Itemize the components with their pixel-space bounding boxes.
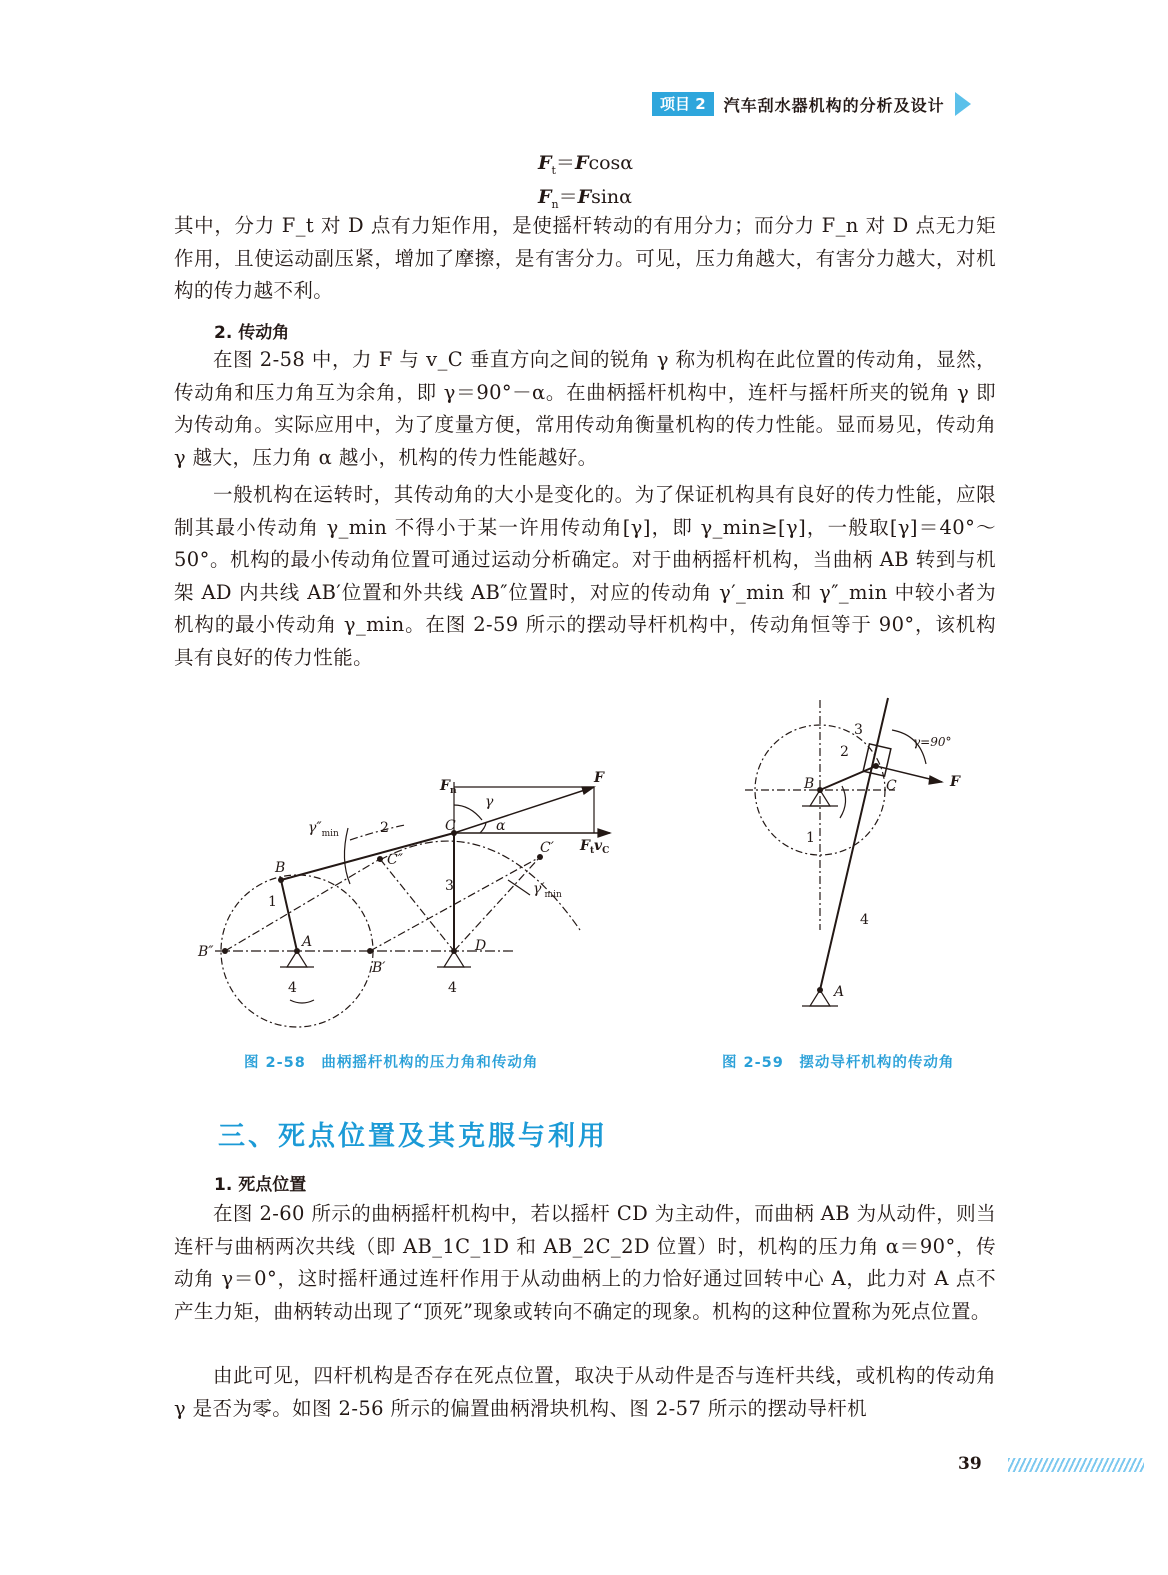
label-B: B	[804, 776, 815, 792]
label-Ft: $F_t$	[580, 838, 595, 856]
caption-figure-2-58: 图 2-58 曲柄摇杆机构的压力角和传动角	[244, 1055, 539, 1071]
heading-transmission-angle: 2. 传动角	[214, 323, 290, 343]
label-frame-4a: 4	[288, 980, 297, 996]
running-header	[652, 92, 971, 116]
label-link-2: 2	[840, 744, 849, 760]
label-link-2: 2	[380, 820, 389, 836]
crank-AB	[281, 880, 297, 951]
label-Fn: $F_n$	[440, 778, 457, 796]
label-link-3: 3	[854, 722, 863, 738]
page-number: 39	[958, 1454, 982, 1474]
rocker-arc	[350, 825, 405, 840]
label-B-prime: B′	[372, 960, 386, 976]
formula-fn: $F_n=Fsin\alpha$	[538, 186, 633, 211]
label-frame-4b: 4	[448, 980, 457, 996]
force-F	[454, 787, 594, 833]
label-A: A	[302, 934, 313, 950]
paragraph-dead-point-condition: 由此可见，四杆机构是否存在死点位置，取决于从动件是否与连杆共线，或机构的传动角 γ 是否为零。如图 2-56 所示的偏置曲柄滑块机构、图 2-57 所示的摆动导杆机	[174, 1364, 996, 1420]
figure-2-58-crank-rocker	[190, 760, 640, 1040]
section-title-dead-point: 三、死点位置及其克服与利用	[218, 1121, 608, 1152]
label-vc: $v_C$	[594, 838, 610, 856]
label-link-4: 4	[860, 912, 869, 928]
label-C-prime: C′	[540, 840, 554, 856]
label-A: A	[834, 984, 845, 1000]
heading-dead-point: 1. 死点位置	[214, 1175, 307, 1195]
label-B-double-prime: B″	[198, 944, 214, 960]
paragraph-transmission-angle: 在图 2-58 中，力 F 与 v_C 垂直方向之间的锐角 γ 称为机构在此位置的传动角，显然，传动角和压力角互为余角，即 γ＝90°－α。在曲柄摇杆机构中，连杆与摇杆所夹的锐角 γ 即为传动角。实际应用中，为了度量方便，常用传动角衡量机构的传力性能。显而易见，传动角 γ 越大，压力角 α 越小，机构的传力性能越好。	[174, 348, 996, 469]
label-link-1: 1	[806, 830, 815, 846]
project-tag: 项目 2	[652, 92, 714, 116]
label-link-3: 3	[445, 878, 454, 894]
label-C: C	[886, 778, 897, 794]
label-gamma-min-prime: $\gamma'_{min}$	[533, 881, 562, 900]
label-D: D	[475, 938, 487, 954]
page-stripes-decoration	[1008, 1458, 1144, 1472]
label-gamma: γ	[485, 794, 494, 810]
label-alpha: α	[496, 818, 506, 834]
label-link-1: 1	[268, 894, 277, 910]
coupler-BC	[281, 833, 454, 880]
formula-ft: $F_t=Fcos\alpha$	[538, 152, 634, 177]
header-title: 汽车刮水器机构的分析及设计	[723, 95, 945, 115]
label-C: C	[445, 818, 456, 834]
guide-bar	[820, 698, 888, 990]
label-B: B	[275, 860, 286, 876]
label-C-double-prime: C″	[387, 852, 403, 868]
paragraph-dead-point: 在图 2-60 所示的曲柄摇杆机构中，若以摇杆 CD 为主动件，而曲柄 AB 为从动件，则当连杆与曲柄两次共线（即 AB_1C_1D 和 AB_2C_2D 位置）时，机构的压力角 α＝90°，传动角 γ＝0°，这时摇杆通过连杆作用于从动曲柄上的力恰好通过回转中心 A，此力对 A 点不产生力矩，曲柄转动出现了“顶死”现象或转向不确定的现象。机构的这种位置称为死点位置。	[174, 1202, 996, 1323]
label-F: F	[594, 770, 604, 786]
label-gamma-90: γ=90°	[913, 735, 952, 749]
paragraph-force-components: 其中，分力 F_t 对 D 点有力矩作用，是使摇杆转动的有用分力；而分力 F_n 对 D 点无力矩作用，且使运动副压紧，增加了摩擦，是有害分力。可见，压力角越大，有害分力越大，对机构的传力越不利。	[174, 214, 996, 302]
paragraph-min-transmission-angle: 一般机构在运转时，其传动角的大小是变化的。为了保证机构具有良好的传力性能，应限制其最小传动角 γ_min 不得小于某一许用传动角[γ]，即 γ_min≥[γ]，一般取[γ]＝40°～ 50°。机构的最小传动角位置可通过运动分析确定。对于曲柄摇杆机构，当曲柄 AB 转到与机架 AD 内共线 AB′位置和外共线 AB″位置时，对应的传动角 γ′_min 和 γ″_min 中较小者为机构的最小传动角 γ_min。在图 2-59 所示的摆动导杆机构中，传动角恒等于 90°，该机构具有良好的传力性能。	[174, 483, 996, 669]
caption-figure-2-59: 图 2-59 摆动导杆机构的传动角	[722, 1055, 955, 1071]
label-gamma-min-double-prime: $\gamma''_{min}$	[308, 820, 339, 839]
label-F: F	[950, 774, 960, 790]
header-arrow-icon	[955, 92, 971, 116]
figure-2-59-oscillating-guide-bar	[730, 690, 990, 1030]
